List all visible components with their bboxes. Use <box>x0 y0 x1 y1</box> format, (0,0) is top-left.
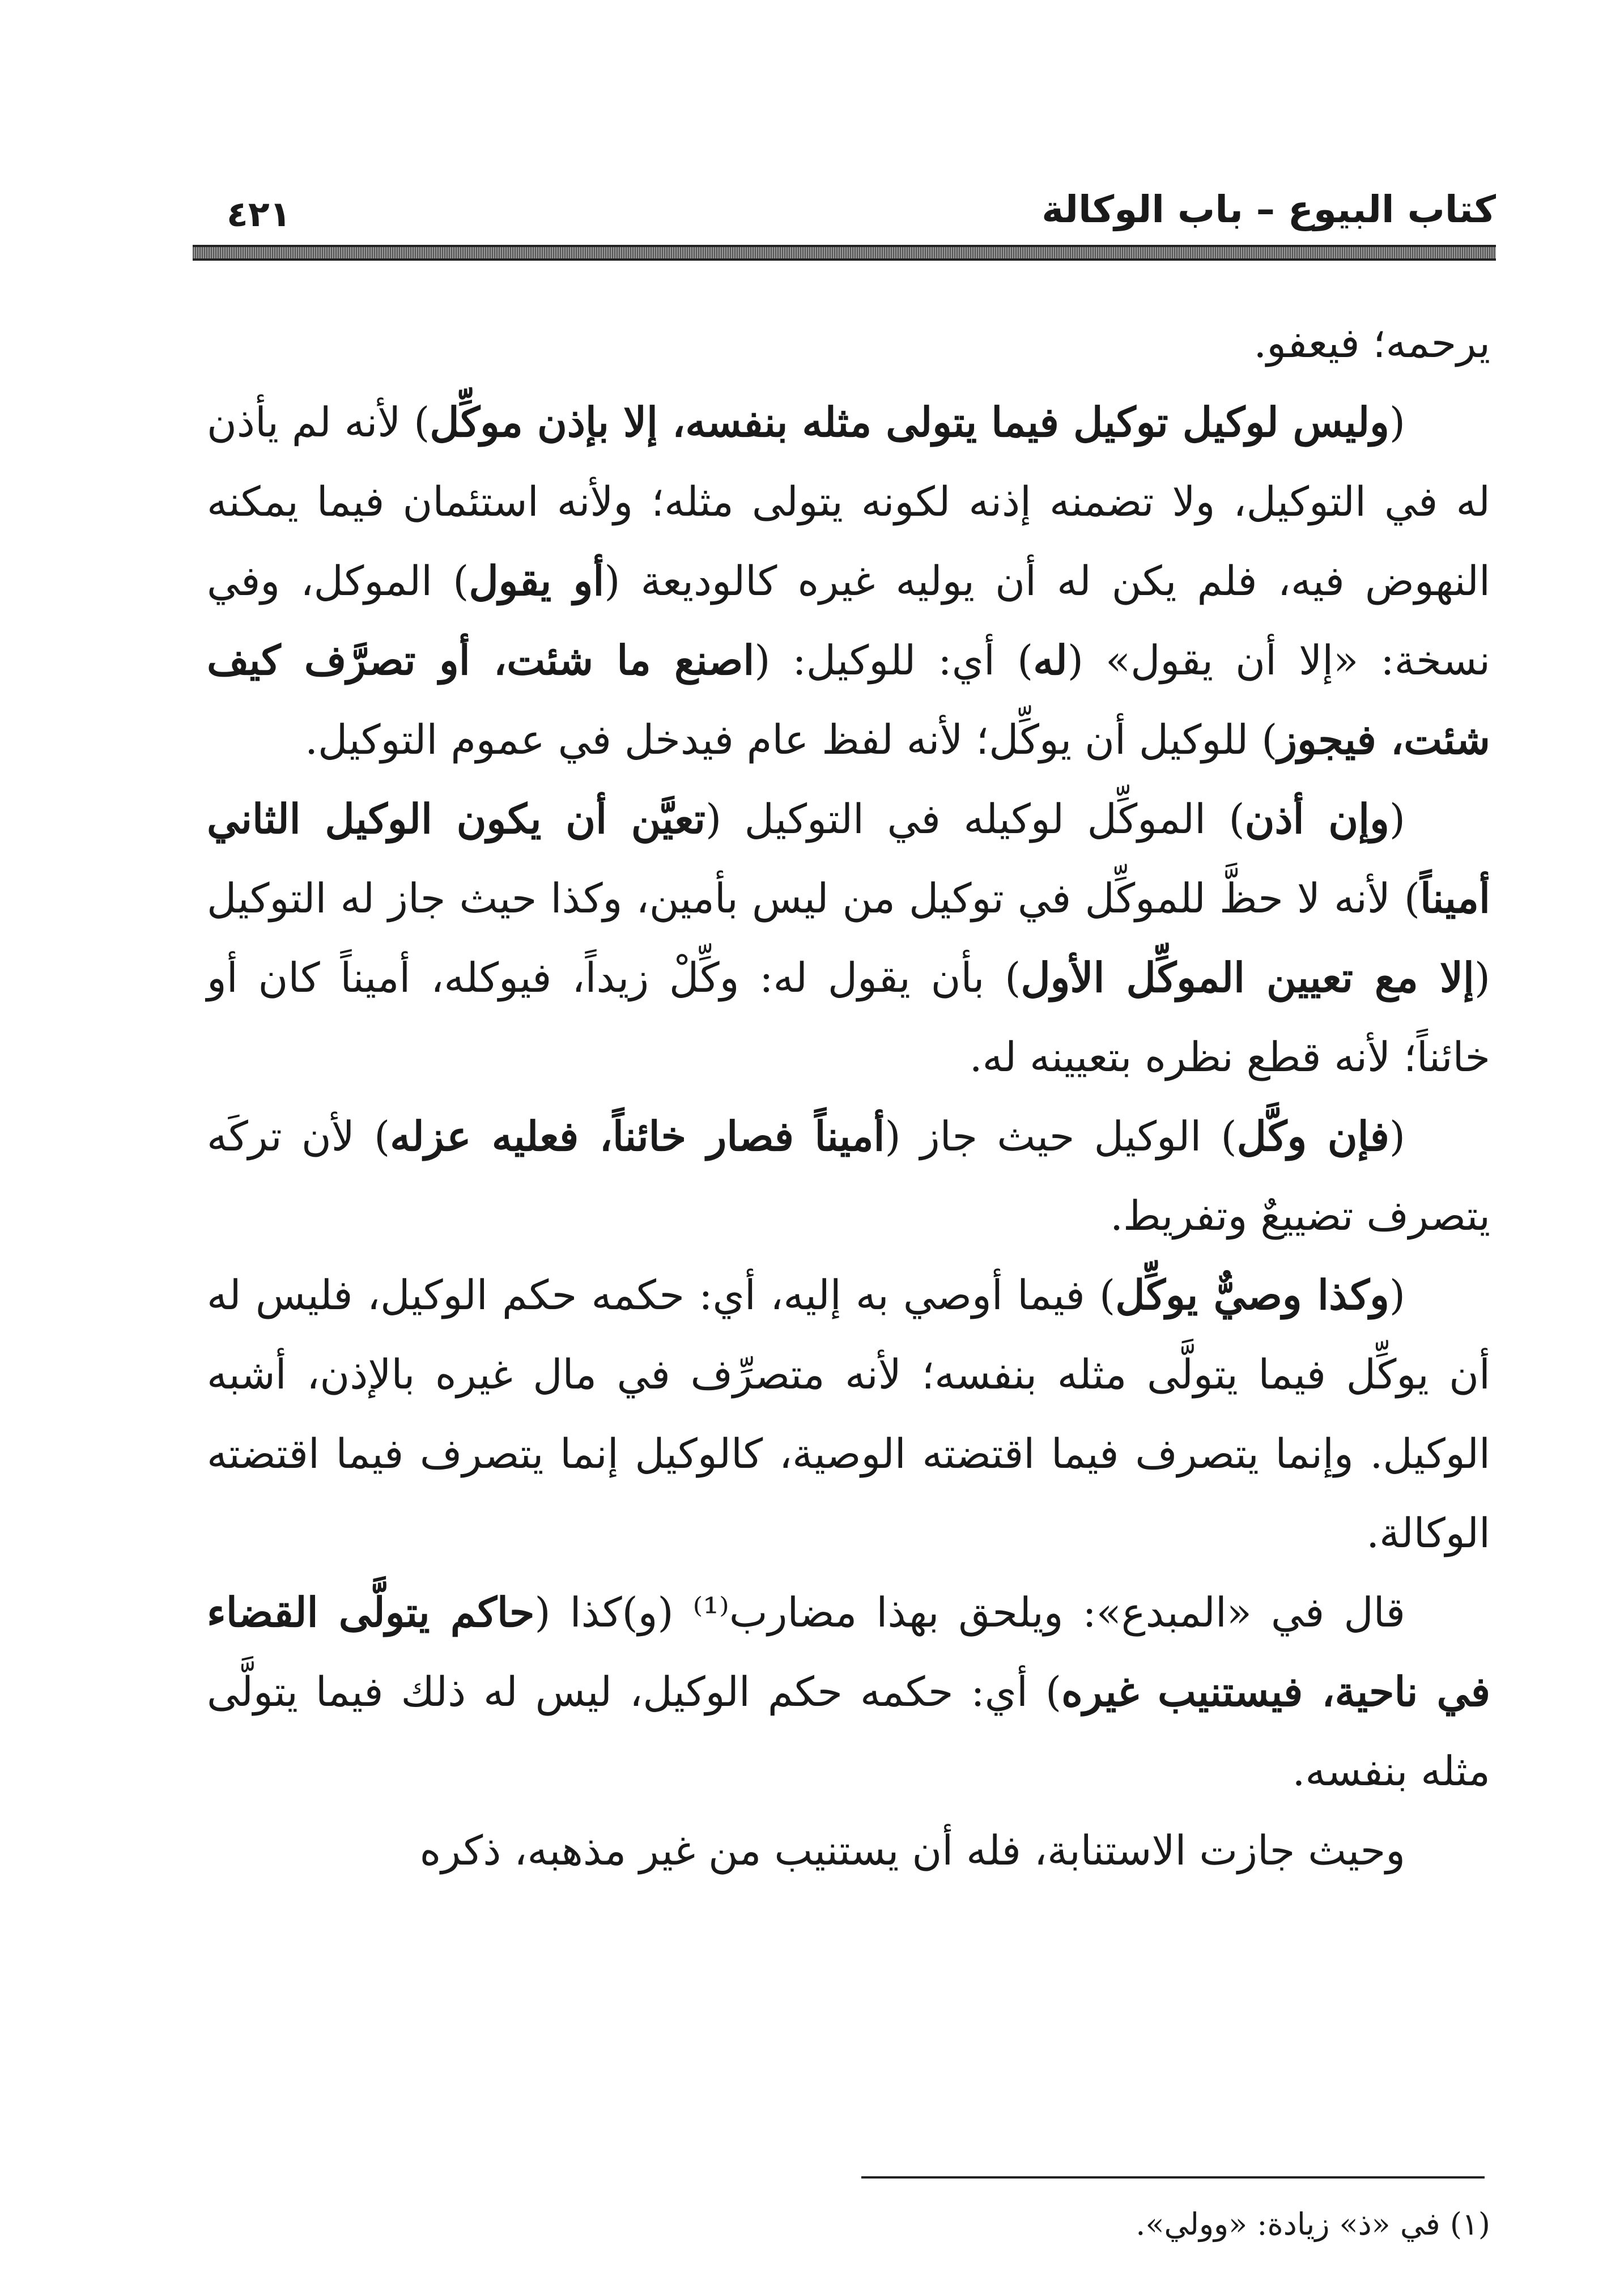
matn-text: له <box>1033 636 1068 684</box>
sharh-text: ( <box>1389 795 1406 843</box>
matn-text: أو يقول <box>469 557 605 605</box>
page-header <box>193 187 1496 235</box>
sharh-text: ) لأن تركَه يتصرف تضييعٌ وتفريط. <box>207 1112 1490 1239</box>
sharh-text: ) لأنه لا حظَّ للموكِّل في توكيل من ليس بأمين، وكذا حيث جاز له التوكيل ( <box>207 874 1490 1001</box>
matn-text: فإن وكَّل <box>1236 1112 1389 1160</box>
sharh-text: قال في «المبدع»: ويلحق بهذا مضارب⁽¹⁾ (و)كذا ( <box>534 1589 1406 1636</box>
sharh-text: ( <box>1389 1112 1406 1160</box>
sharh-text: ) الموكل، وفي نسخة: «إلا أن يقول» ( <box>207 557 1491 684</box>
paragraph-7: وحيث جازت الاستنابة، فله أن يستنيب من غير مذهبه، ذكره <box>419 1827 1405 1874</box>
sharh-text: ) أي: حكمه حكم الوكيل، ليس له ذلك فيما يتولَّى مثله بنفسه. <box>207 1668 1490 1795</box>
paragraph-5 <box>207 1255 1490 1573</box>
paragraph-4 <box>207 1097 1490 1255</box>
matn-text: وإن أذن <box>1244 795 1389 843</box>
paragraph-1: يرحمه؛ فيعفو. <box>1253 319 1490 367</box>
running-title: كتاب البيوع – باب الوكالة <box>1041 188 1496 231</box>
matn-text: تعيَّن أن يكون الوكيل الثاني أميناً <box>207 795 1490 922</box>
paragraph-3 <box>207 779 1490 1097</box>
paragraph-6 <box>207 1573 1490 1811</box>
matn-text: وليس لوكيل توكيل فيما يتولى مثله بنفسه، إلا بإذن موكِّل <box>430 398 1389 446</box>
matn-text: إلا مع تعيين الموكِّل الأول <box>1021 953 1474 1001</box>
main-text <box>207 303 1490 1890</box>
sharh-text: ) الموكِّل لوكيله في التوكيل ( <box>705 795 1245 843</box>
footnote: (١) في «ذ» زيادة: «وولي». <box>1136 2206 1490 2242</box>
sharh-text: ) بأن يقول له: وكِّلْ زيداً، فيوكله، أميناً كان أو خائناً؛ لأنه قطع نظره بتعيينه له. <box>207 954 1490 1081</box>
sharh-text: ) الوكيل حيث جاز ( <box>885 1112 1237 1160</box>
sharh-text: ) لأنه لم يأذن له في التوكيل، ولا تضمنه إذنه لكونه يتولى مثله؛ ولأنه استئمان فيما يمكنه النهوض فيه، فلم يكن له أن يوليه غيره كالوديعة ( <box>207 398 1490 605</box>
matn-text: وكذا وصيٌّ يوكِّل <box>1115 1271 1389 1319</box>
matn-text: حاكم يتولَّى القضاء في ناحية، فيستنيب غيره <box>207 1588 1490 1715</box>
sharh-text: ) أي: للوكيل: ( <box>754 636 1034 684</box>
matn-text: أميناً فصار خائناً، فعليه عزله <box>390 1112 885 1160</box>
sharh-text: ) للوكيل أن يوكِّل؛ لأنه لفظ عام فيدخل في عموم التوكيل. <box>305 716 1278 763</box>
sharh-text: ( <box>1389 1271 1405 1319</box>
paragraph-2 <box>207 383 1490 779</box>
header-divider <box>193 245 1496 261</box>
sharh-text: ( <box>1389 398 1405 446</box>
matn-text: اصنع ما شئت، أو تصرَّف كيف شئت، فيجوز <box>207 636 1490 763</box>
page-number: ٤٢١ <box>227 193 291 235</box>
footnote-divider <box>861 2176 1485 2179</box>
sharh-text: ) فيما أوصي به إليه، أي: حكمه حكم الوكيل، فليس له أن يوكِّل فيما يتولَّى مثله بنفسه؛ لأنه متصرِّف في مال غيره بالإذن، أشبه الوكيل. وإنما يتصرف فيما اقتضته الوصية، كالوكيل إنما يتصرف فيما اقتضته الوكالة. <box>207 1271 1490 1557</box>
